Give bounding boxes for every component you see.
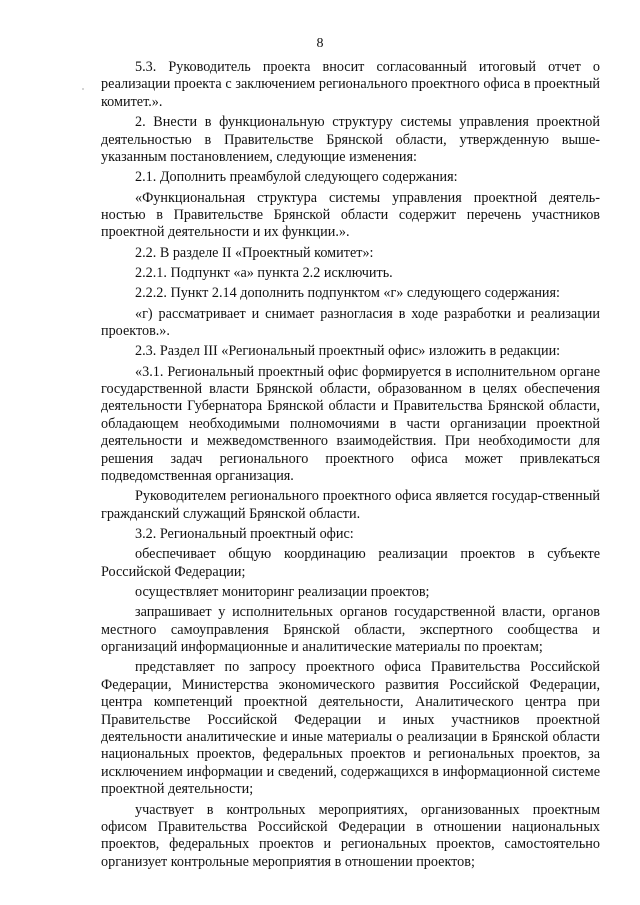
scan-speck	[82, 88, 84, 90]
paragraph-2-2-1: 2.2.1. Подпункт «а» пункта 2.2 исключить.	[135, 264, 393, 281]
paragraph-requests: запрашивает у исполнительных органов государственной власти, органов местного самоуправления Брянской области, экспертного сообщества и организаций информационные и аналитические материалы по проектам;	[101, 604, 600, 656]
paragraph-3-2: 3.2. Региональный проектный офис:	[135, 525, 354, 542]
paragraph-subpoint-g: «г) рассматривает и снимает разногласия в ходе разработки и реализации проектов.».	[101, 305, 600, 339]
paragraph-2: 2. Внести в функциональную структуру системы управления проектной деятельностью в Правительстве Брянской области, утвержденную выше-указанным постановлением, следующие изменения:	[101, 114, 600, 165]
paragraph-3-1: «3.1. Региональный проектный офис формируется в исполнительном органе государственной власти Брянской области, образованном в целях обеспечения деятельности Губернатора Брянской области и Правительства Брянской области, обладающем необходимыми полномочиями в части организации проектной деятельности и межведомственного взаимодействия. При необходимости для решения задач регионального проектного офиса может привлекаться подведомственная организация.	[101, 363, 600, 484]
paragraph-2-1: 2.1. Дополнить преамбулой следующего содержания:	[135, 169, 458, 186]
paragraph-2-2: 2.2. В разделе II «Проектный комитет»:	[135, 244, 374, 261]
paragraph-control-events: участвует в контрольных мероприятиях, организованных проектным офисом Правительства Российской Федерации в отношении национальных проектов, федеральных проектов и региональных проектов, самостоятельно организует контрольные мероприятия в отношении проектов;	[101, 801, 600, 870]
paragraph-5-3: 5.3. Руководитель проекта вносит согласованный итоговый отчет о реализации проекта с заключением регионального проектного офиса в проектный комитет.».	[101, 59, 600, 110]
paragraph-coordination: обеспечивает общую координацию реализации проектов в субъекте Российской Федерации;	[101, 546, 600, 580]
paragraph-preamble-quote: «Функциональная структура системы управления проектной деятель-ностью в Правительстве Брянской области содержит перечень участников проектной деятельности и их функции.».	[101, 189, 600, 241]
paragraph-2-2-2: 2.2.2. Пункт 2.14 дополнить подпунктом «г» следующего содержания:	[135, 285, 560, 302]
paragraph-2-3: 2.3. Раздел III «Региональный проектный офис» изложить в редакции:	[135, 343, 561, 360]
paragraph-monitoring: осуществляет мониторинг реализации проектов;	[135, 583, 430, 600]
page-number: 8	[316, 36, 324, 51]
paragraph-submits: представляет по запросу проектного офиса Правительства Российской Федерации, Министерства экономического развития Российской Федерации, центра компетенций проектной деятельности, Аналитического центра при Правительстве Российской Федерации и иных участников проектной деятельности аналитические и иные материалы о реализации в Брянской области национальных проектов, федеральных проектов и региональных проектов, за исключением информации и сведений, содержащихся в информационной системе проектной деятельности;	[101, 659, 600, 798]
paragraph-office-head: Руководителем регионального проектного офиса является государ-ственный гражданский служащий Брянской области.	[101, 488, 600, 522]
document-body	[101, 59, 600, 871]
